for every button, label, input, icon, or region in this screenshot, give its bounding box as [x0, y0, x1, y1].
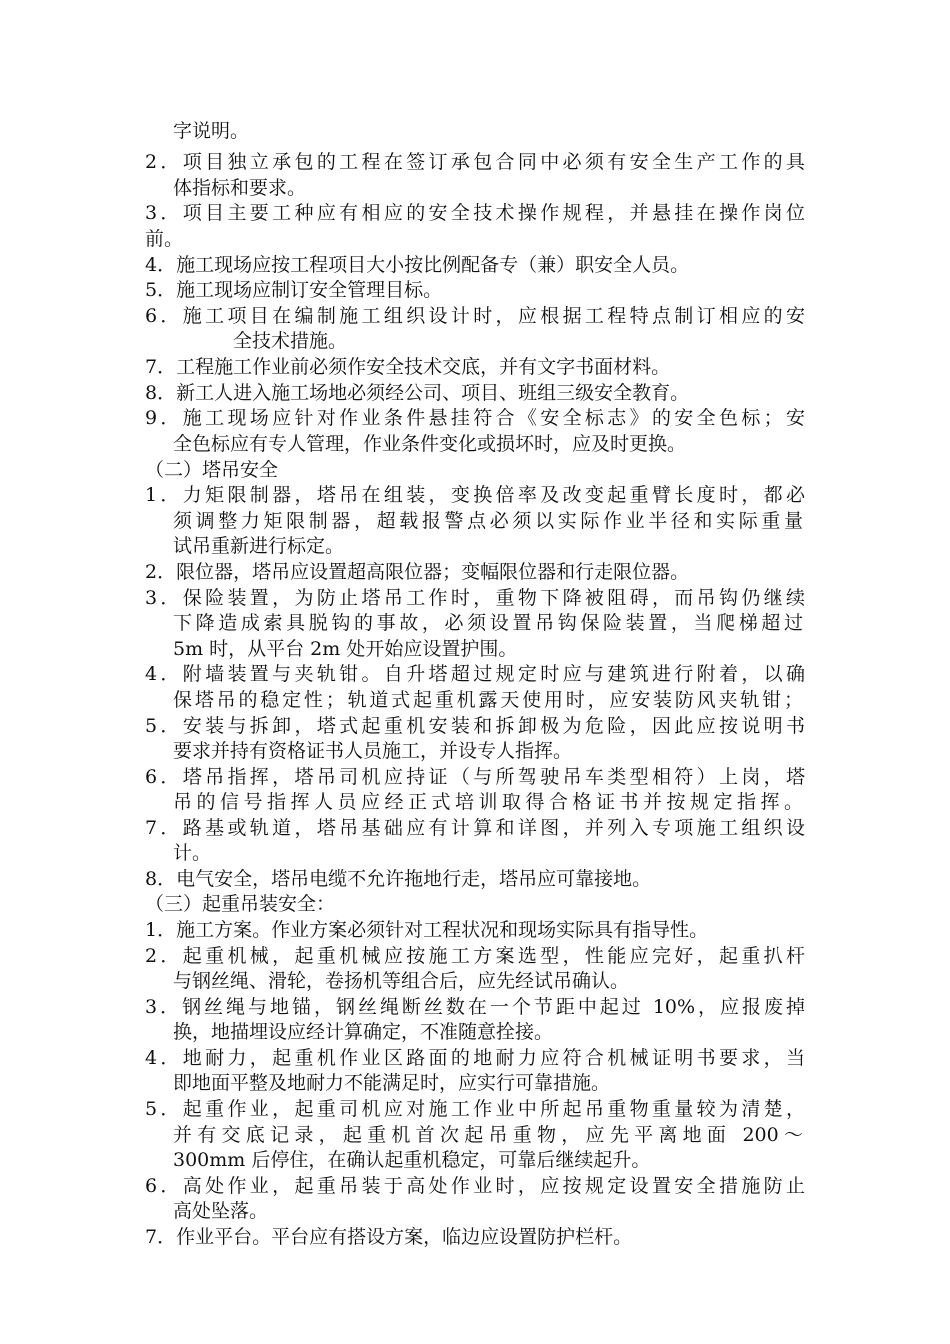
text-line: 4．施工现场应按工程项目大小按比例配备专（兼）职安全人员。 [145, 254, 690, 276]
text-line: 1．施工方案。作业方案必须针对工程状况和现场实际具有指导性。 [145, 919, 709, 941]
text-line: 4．附墙装置与夹轨钳。自升塔超过规定时应与建筑进行附着，以确 [145, 663, 805, 685]
text-line: 3．项目主要工种应有相应的安全技术操作规程，并悬挂在操作岗位 [145, 202, 805, 224]
text-line: 体指标和要求。 [173, 177, 307, 199]
text-line: 7．作业平台。平台应有搭设方案，临边应设置防护栏杆。 [145, 1226, 633, 1248]
text-line: 4．地耐力，起重机作业区路面的地耐力应符合机械证明书要求，当 [145, 1047, 805, 1069]
text-line: （二）塔吊安全 [145, 459, 279, 481]
text-line: 2．项目独立承包的工程在签订承包合同中必须有安全生产工作的具 [145, 151, 805, 173]
text-line: 7．路基或轨道，塔吊基础应有计算和详图，并列入专项施工组织设 [145, 817, 805, 839]
text-line: （三）起重吊装安全： [145, 893, 336, 915]
text-line: 字说明。 [173, 120, 250, 142]
text-line: 6．高处作业，起重吊装于高处作业时，应按规定设置安全措施防止 [145, 1175, 805, 1197]
text-line: 6．塔吊指挥，塔吊司机应持证（与所驾驶吊车类型相符）上岗，塔 [145, 766, 805, 788]
text-line: 前。 [145, 228, 184, 250]
text-line: 3．保险装置，为防止塔吊工作时，重物下降被阻碍，而吊钩仍继续 [145, 587, 805, 609]
text-line: 高处坠落。 [173, 1200, 269, 1222]
text-line: 并有交底记录，起重机首次起吊重物，应先平离地面 200～ [173, 1124, 803, 1146]
text-line: 须调整力矩限制器，超载报警点必须以实际作业半径和实际重量 [173, 510, 803, 532]
text-line: 与钢丝绳、滑轮，卷扬机等组合后，应先经试吊确认。 [173, 970, 630, 992]
text-line: 1．力矩限制器，塔吊在组装，变换倍率及改变起重臂长度时，都必 [145, 484, 805, 506]
text-line: 2．限位器，塔吊应设置超高限位器；变幅限位器和行走限位器。 [145, 561, 690, 583]
text-line: 5．起重作业，起重司机应对施工作业中所起吊重物重量较为清楚， [145, 1098, 805, 1120]
text-line: 5．施工现场应制订安全管理目标。 [145, 279, 443, 301]
text-line: 300mm 后停住，在确认起重机稳定，可靠后继续起升。 [173, 1149, 651, 1171]
text-line: 换，地描埋设应经计算确定，不准随意拴接。 [173, 1021, 554, 1043]
text-line: 6．施工项目在编制施工组织设计时，应根据工程特点制订相应的安 [145, 305, 805, 327]
text-line: 7．工程施工作业前必须作安全技术交底，并有文字书面材料。 [145, 356, 671, 378]
text-line: 计。 [173, 842, 212, 864]
text-line: 3．钢丝绳与地锚，钢丝绳断丝数在一个节距中起过 10%，应报废掉 [145, 996, 805, 1018]
text-line: 吊的信号指挥人员应经正式培训取得合格证书并按规定指挥。 [173, 791, 803, 813]
text-line: 要求并持有资格证书人员施工，并设专人指挥。 [173, 740, 573, 762]
text-line: 5m 时，从平台 2m 处开始应设置护围。 [173, 638, 518, 660]
text-line: 9．施工现场应针对作业条件悬挂符合《安全标志》的安全色标；安 [145, 407, 805, 429]
text-line: 即地面平整及地耐力不能满足时，应实行可靠措施。 [173, 1072, 611, 1094]
text-line: 8．电气安全，塔吊电缆不允许拖地行走，塔吊应可靠接地。 [145, 868, 652, 890]
text-line: 5．安装与拆卸，塔式起重机安装和拆卸极为危险，因此应按说明书 [145, 715, 805, 737]
text-line: 2．起重机械，起重机械应按施工方案选型，性能应完好，起重扒杆 [145, 945, 805, 967]
text-line: 下降造成索具脱钩的事故，必须设置吊钩保险装置，当爬梯超过 [173, 612, 803, 634]
text-line: 全色标应有专人管理，作业条件变化或损坏时，应及时更换。 [173, 433, 687, 455]
text-line: 8．新工人进入施工场地必须经公司、项目、班组三级安全教育。 [145, 382, 690, 404]
text-line: 保塔吊的稳定性；轨道式起重机露天使用时，应安装防风夹轨钳； [173, 689, 803, 711]
text-line: 试吊重新进行标定。 [173, 535, 345, 557]
text-line: 全技术措施。 [233, 330, 348, 352]
